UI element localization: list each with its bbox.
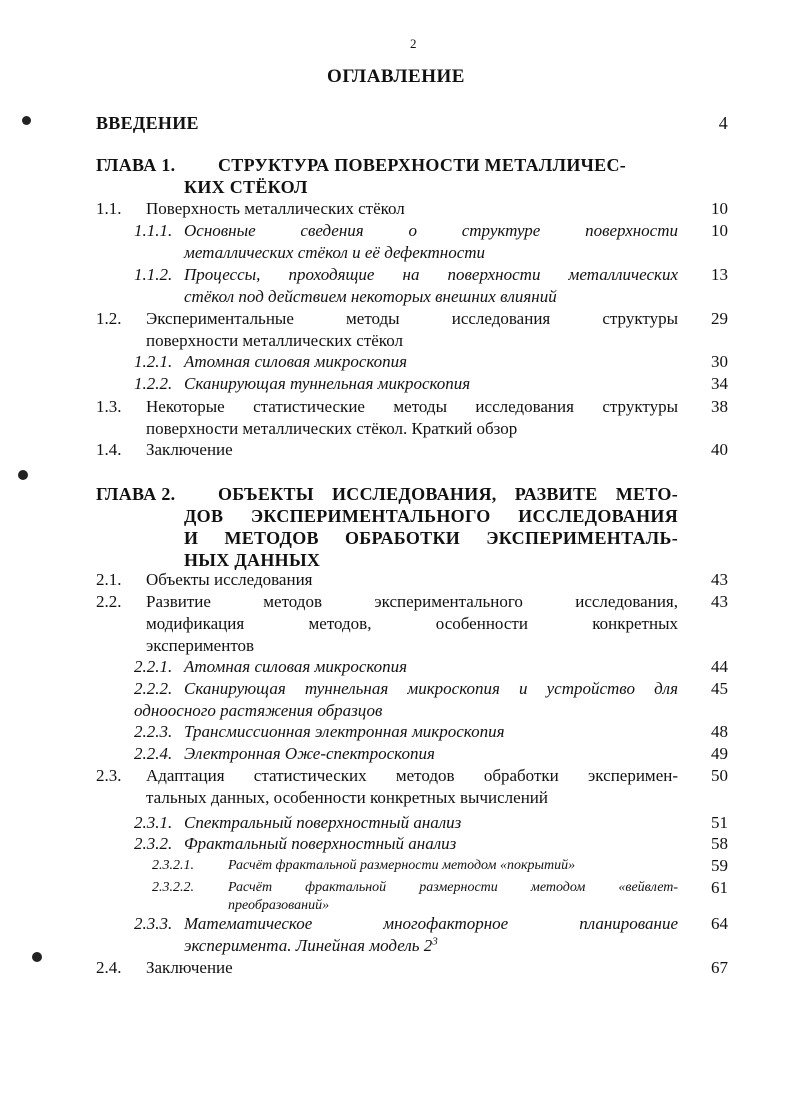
entry-title-line2: стёкол под действием некоторых внешних влияний xyxy=(184,287,557,306)
entry-title: Атомная силовая микроскопия xyxy=(184,657,408,676)
entry-page: 67 xyxy=(711,958,728,977)
entry-number: 2.2. xyxy=(96,592,122,611)
entry-title: Сканирующая туннельная микроскопия xyxy=(184,374,471,393)
toc-title: ОГЛАВЛЕНИЕ xyxy=(327,66,465,87)
entry-title-line2: модификация методов, особенности конкретных xyxy=(146,614,678,633)
entry-number: 1.1.1. xyxy=(134,221,173,240)
entry-title: Заключение xyxy=(146,958,233,977)
entry-number: 1.2.2. xyxy=(134,374,173,393)
entry-page: 58 xyxy=(711,834,728,853)
entry-title-line1: Математическое многофакторное планирование xyxy=(184,914,678,933)
entry-title: Трансмиссионная электронная микроскопия xyxy=(184,722,505,741)
entry-title-line1: Основные сведения о структуре поверхности xyxy=(184,221,678,240)
chapter-2-heading[interactable] xyxy=(0,483,792,571)
entry-number: 2.2.4. xyxy=(134,744,173,763)
entry-title: Спектральный поверхностный анализ xyxy=(184,813,462,832)
entry-page: 10 xyxy=(711,199,728,218)
entry-title: Расчёт фрактальной размерности методом «покрытий» xyxy=(228,858,576,873)
entry-page: 49 xyxy=(711,744,728,763)
entry-page: 59 xyxy=(711,856,728,875)
toc-entry[interactable] xyxy=(0,264,792,308)
entry-title-line1: Некоторые статистические методы исследования структуры xyxy=(146,397,678,416)
entry-title-line2: одноосного растяжения образцов xyxy=(134,701,383,720)
entry-page: 30 xyxy=(711,352,728,371)
chapter-1-title-line1: СТРУКТУРА ПОВЕРХНОСТИ МЕТАЛЛИЧЕС- xyxy=(218,155,627,175)
entry-number: 2.3.2. xyxy=(134,834,173,853)
scan-mark xyxy=(22,116,31,125)
entry-title-line1: Адаптация статистических методов обработки эксперимен- xyxy=(146,766,678,785)
entry-title-line2-text: эксперимента. Линейная модель 2 xyxy=(184,936,433,955)
intro-label: ВВЕДЕНИЕ xyxy=(96,113,199,133)
entry-page: 51 xyxy=(711,813,728,832)
entry-page: 43 xyxy=(711,570,728,589)
entry-page: 40 xyxy=(711,440,728,459)
entry-number: 2.2.3. xyxy=(134,722,173,741)
entry-number: 2.2.2. xyxy=(134,679,173,698)
entry-number: 2.1. xyxy=(96,570,122,589)
intro-page: 4 xyxy=(718,113,728,133)
entry-title: Электронная Оже-спектроскопия xyxy=(184,744,435,763)
entry-title-line2: поверхности металлических стёкол. Краткий обзор xyxy=(146,419,518,438)
entry-number: 2.3.2.1. xyxy=(152,858,194,873)
chapter-1-label: ГЛАВА 1. xyxy=(96,155,176,175)
entry-number: 1.1.2. xyxy=(134,265,173,284)
entry-page: 64 xyxy=(711,914,728,933)
entry-number: 1.3. xyxy=(96,397,122,416)
page-number: 2 xyxy=(410,36,417,51)
entry-title-line1: Экспериментальные методы исследования структуры xyxy=(146,309,678,328)
entry-title: Атомная силовая микроскопия xyxy=(184,352,408,371)
scan-mark xyxy=(18,470,28,480)
toc-entry[interactable] xyxy=(0,308,792,352)
entry-page: 29 xyxy=(711,309,728,328)
entry-page: 10 xyxy=(711,221,728,240)
entry-title-line2: металлических стёкол и её дефектности xyxy=(184,243,486,262)
entry-title-line1: Расчёт фрактальной размерности методом «вейвлет- xyxy=(228,880,678,895)
toc-entry[interactable] xyxy=(0,591,792,657)
toc-entry[interactable] xyxy=(0,913,792,957)
toc-entry[interactable] xyxy=(0,220,792,264)
entry-page: 38 xyxy=(711,397,728,416)
entry-number: 2.2.1. xyxy=(134,657,173,676)
entry-title-superscript: 3 xyxy=(432,935,438,948)
entry-title: Поверхность металлических стёкол xyxy=(146,199,405,218)
entry-page: 50 xyxy=(711,766,728,785)
entry-title: Фрактальный поверхностный анализ xyxy=(184,834,457,853)
entry-number: 1.2. xyxy=(96,309,122,328)
entry-number: 1.2.1. xyxy=(134,352,173,371)
chapter-2-title-line3: И МЕТОДОВ ОБРАБОТКИ ЭКСПЕРИМЕНТАЛЬ- xyxy=(184,528,678,548)
entry-number: 1.4. xyxy=(96,440,122,459)
entry-title-line2: тальных данных, особенности конкретных вычислений xyxy=(146,788,548,807)
toc-entry[interactable] xyxy=(0,877,792,917)
entry-page: 48 xyxy=(711,722,728,741)
entry-title-line1: Процессы, проходящие на поверхности металлических xyxy=(184,265,678,284)
entry-number: 2.3. xyxy=(96,766,122,785)
toc-entry[interactable] xyxy=(0,678,792,722)
entry-number: 2.3.3. xyxy=(134,914,173,933)
entry-number: 1.1. xyxy=(96,199,122,218)
entry-title: Объекты исследования xyxy=(146,570,313,589)
entry-title-line1: Сканирующая туннельная микроскопия и устройство для xyxy=(184,679,678,698)
entry-number: 2.3.2.2. xyxy=(152,880,194,895)
entry-title-line2: поверхности металлических стёкол xyxy=(146,331,403,350)
chapter-2-label: ГЛАВА 2. xyxy=(96,484,176,504)
chapter-2-title-line4: НЫХ ДАННЫХ xyxy=(184,550,321,570)
entry-title-line2: преобразований» xyxy=(228,898,330,913)
entry-page: 43 xyxy=(711,592,728,611)
toc-entry[interactable] xyxy=(0,396,792,440)
chapter-1-title-line2: КИХ СТЁКОЛ xyxy=(184,177,308,197)
entry-page: 13 xyxy=(711,265,728,284)
entry-title: Заключение xyxy=(146,440,233,459)
entry-page: 45 xyxy=(711,679,728,698)
toc-entry[interactable] xyxy=(0,765,792,809)
entry-number: 2.4. xyxy=(96,958,122,977)
entry-title-line3: экспериментов xyxy=(146,636,255,655)
entry-page: 34 xyxy=(711,374,728,393)
entry-title-line2 xyxy=(184,935,438,957)
entry-number: 2.3.1. xyxy=(134,813,173,832)
entry-title-line1: Развитие методов экспериментального исследования, xyxy=(146,592,678,611)
chapter-2-title-line1: ОБЪЕКТЫ ИССЛЕДОВАНИЯ, РАЗВИТЕ МЕТО- xyxy=(218,484,678,504)
entry-page: 44 xyxy=(711,657,728,676)
entry-page: 61 xyxy=(711,878,728,897)
chapter-2-title-line2: ДОВ ЭКСПЕРИМЕНТАЛЬНОГО ИССЛЕДОВАНИЯ xyxy=(184,506,678,526)
